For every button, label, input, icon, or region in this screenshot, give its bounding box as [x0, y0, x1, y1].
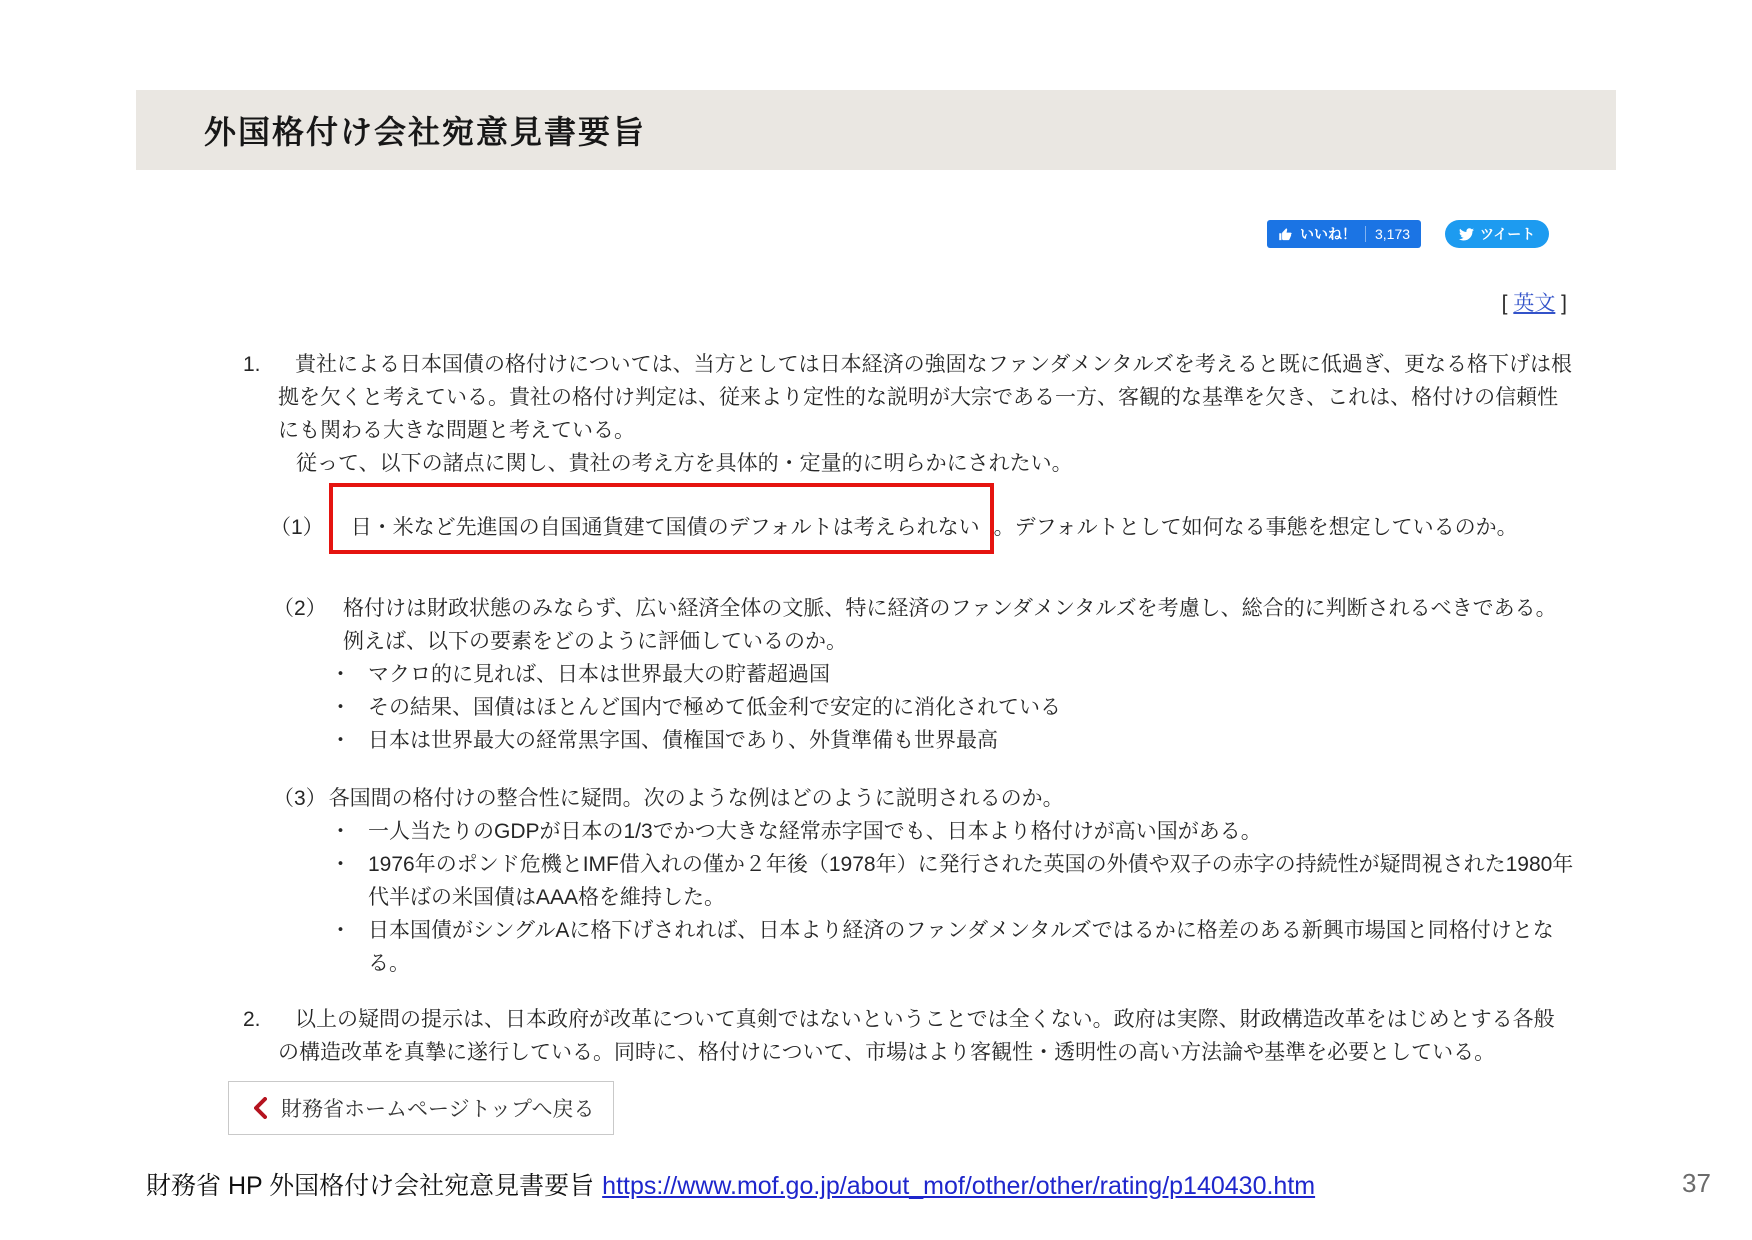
sub-item-3-text: 各国間の格付けの整合性に疑問。次のような例はどのように説明されるのか。: [328, 787, 1064, 810]
bullet-marker: ・: [330, 696, 351, 719]
bullet-text: マクロ的に見れば、日本は世界最大の貯蓄超過国: [368, 663, 830, 686]
item-2-paragraph: 以上の疑問の提示は、日本政府が改革について真剣ではないということでは全くない。政府は実際、財政構造改革をはじめとする各般の構造改革を真摯に遂行している。同時に、格付けについて、市場はより客観性・透明性の高い方法論や基準を必要としている。: [278, 1008, 1555, 1064]
facebook-like-count: 3,173: [1365, 226, 1410, 242]
sub-item-1-marker: （1）: [270, 516, 324, 539]
sub-item-2: [273, 592, 1583, 757]
item-2-number: 2.: [243, 1008, 261, 1031]
footer-citation: [146, 1166, 1315, 1202]
bullet-marker: ・: [330, 729, 351, 752]
bullet-marker: ・: [330, 663, 351, 686]
bullet-marker: ・: [330, 853, 351, 876]
facebook-like-label: いいね！: [1300, 226, 1356, 242]
item-1-paragraph-2: 従って、以下の諸点に関し、貴社の考え方を具体的・定量的に明らかにされたい。: [296, 452, 1073, 475]
bullet-text: 日本は世界最大の経常黒字国、債権国であり、外貨準備も世界最高: [368, 729, 998, 752]
highlighted-text: 日・米など先進国の自国通貨建て国債のデフォルトは考えられない: [350, 516, 980, 539]
english-version-row: [1502, 287, 1567, 317]
sub-item-2-text: 格付けは財政状態のみならず、広い経済全体の文脈、特に経済のファンダメンタルズを考慮し、総合的に判断されるべきである。例えば、以下の要素をどのように評価しているのか。: [343, 597, 1557, 653]
sub-item-2-marker: （2）: [273, 597, 327, 620]
list-item: [330, 914, 1575, 980]
list-item: [330, 691, 1575, 724]
footer-caption: 財務省 HP 外国格付け会社宛意見書要旨: [146, 1172, 595, 1200]
sub-item-1-rest: 。デフォルトとして如何なる事態を想定しているのか。: [993, 516, 1518, 539]
back-to-home-label: 財務省ホームページトップへ戻る: [281, 1098, 595, 1121]
item-2: [243, 1003, 1588, 1069]
bracket-close: ]: [1555, 292, 1567, 315]
bracket-open: [: [1501, 292, 1514, 315]
list-item: [330, 848, 1575, 914]
list-item: [330, 658, 1575, 691]
sub-item-1: [270, 483, 1518, 554]
thumbs-up-icon: [1278, 227, 1293, 242]
twitter-bird-icon: [1459, 228, 1474, 241]
bullet-text: その結果、国債はほとんど国内で極めて低金利で安定的に消化されている: [368, 696, 1061, 719]
sub-item-3-bullets: [330, 815, 1575, 980]
item-1-number: 1.: [243, 353, 261, 376]
bullet-text: 1976年のポンド危機とIMF借入れの僅か２年後（1978年）に発行された英国の外債や双子の赤字の持続性が疑問視された1980年代半ばの米国債はAAA格を維持した。: [368, 853, 1574, 909]
sub-item-2-bullets: [330, 658, 1575, 757]
sub-item-3-lead: [273, 782, 1583, 815]
list-item: [330, 815, 1575, 848]
page-title: 外国格付け会社宛意見書要旨: [204, 114, 647, 150]
facebook-like-button[interactable]: [1267, 220, 1421, 248]
highlight-box: [329, 483, 994, 554]
tweet-button[interactable]: [1445, 220, 1549, 248]
bullet-marker: ・: [330, 919, 351, 942]
back-chevron-icon: [254, 1097, 267, 1119]
sub-item-3-marker: （3）: [273, 787, 327, 810]
list-item: [330, 724, 1575, 757]
item-1: [243, 348, 1588, 480]
back-to-home-button[interactable]: [228, 1081, 614, 1135]
bullet-text: 日本国債がシングルAに格下げされれば、日本より経済のファンダメンタルズではるかに格差のある新興市場国と同格付けとなる。: [368, 919, 1554, 975]
sub-item-3: [273, 782, 1583, 980]
footer-url-link[interactable]: https://www.mof.go.jp/about_mof/other/other/rating/p140430.htm: [602, 1172, 1316, 1200]
page-number: 37: [1682, 1168, 1711, 1198]
page-header: [136, 90, 1616, 170]
bullet-marker: ・: [330, 820, 351, 843]
item-1-paragraph: 貴社による日本国債の格付けについては、当方としては日本経済の強固なファンダメンタルズを考えると既に低過ぎ、更なる格下げは根拠を欠くと考えている。貴社の格付け判定は、従来より定性的な説明が大宗である一方、客観的な基準を欠き、これは、格付けの信頼性にも関わる大きな問題と考えている。: [278, 353, 1573, 442]
tweet-button-label: ツイート: [1480, 226, 1536, 242]
english-version-link[interactable]: 英文: [1513, 292, 1556, 315]
bullet-text: 一人当たりのGDPが日本の1/3でかつ大きな経常赤字国でも、日本より格付けが高い国がある。: [368, 820, 1262, 843]
